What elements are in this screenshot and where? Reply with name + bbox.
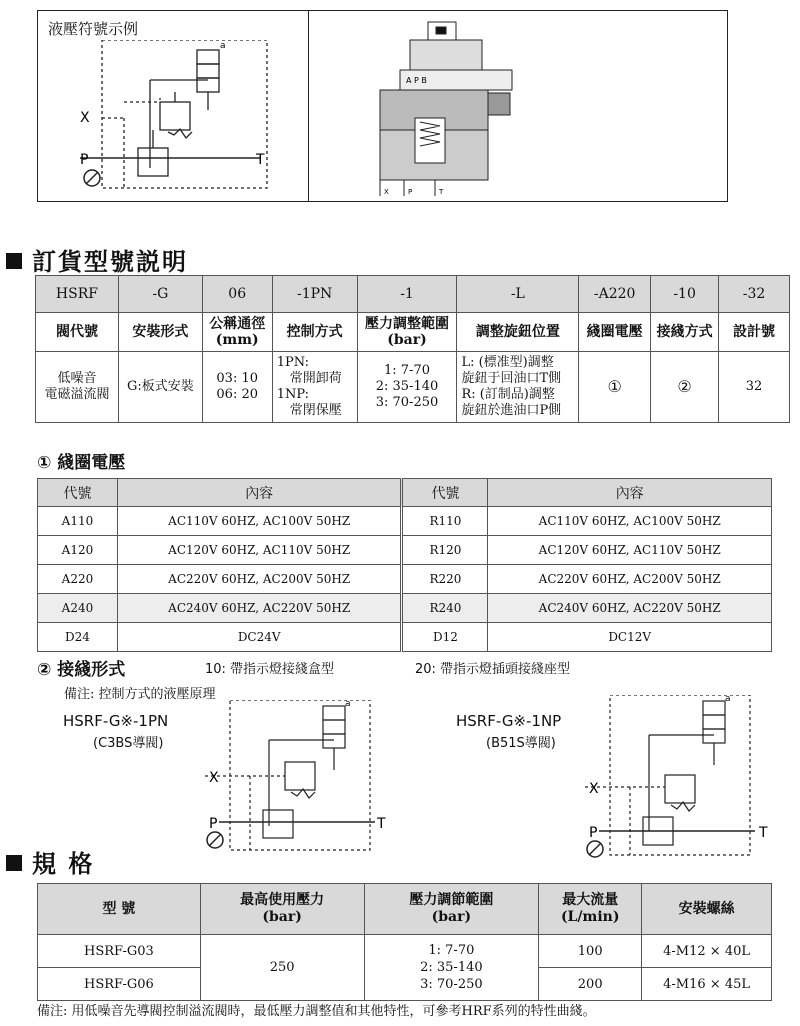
coil-cell: A220 (38, 565, 118, 594)
coil-voltage-table (37, 478, 772, 652)
spec-flow-cell: 100 (539, 935, 642, 968)
left-model-label: HSRF-G※-1PN (63, 712, 169, 730)
spec-header-cell: 壓力調節範圍 (bar) (364, 884, 539, 935)
circuit-1pn-label-t: T (377, 816, 386, 832)
order-desc-cell: L: (標准型)調整 旋鈕于回油口T側 R: (訂制品)調整 旋鈕於進油口P側 (457, 352, 579, 423)
order-field-cell: 接綫方式 (651, 313, 719, 352)
order-field-cell: 壓力調整範圍 (bar) (357, 313, 457, 352)
spec-screw-cell: 4-M12 × 40L (642, 935, 772, 968)
spec-model-cell: HSRF-G06 (38, 968, 201, 1001)
order-desc-cell: 1: 7-70 2: 35-140 3: 70-250 (357, 352, 457, 423)
coil-cell: R240 (402, 594, 488, 623)
coil-cell: AC240V 60HZ, AC220V 50HZ (488, 594, 772, 623)
footnote: 備注: 用低噪音先導閥控制溢流閥時，最低壓力調整值和其他特性，可參考HRF系列的特性曲綫。 (37, 1004, 596, 1019)
coil-cell: A110 (38, 507, 118, 536)
symbol-label-x: X (80, 110, 90, 126)
coil-row (38, 507, 772, 536)
order-field-cell: 綫圈電壓 (579, 313, 651, 352)
svg-text:A P B: A P B (406, 76, 427, 85)
spec-max-pressure: 250 (200, 935, 364, 1001)
order-field-cell: 控制方式 (272, 313, 357, 352)
order-desc-cell: G:板式安裝 (118, 352, 202, 423)
wiring-option-20: 20: 帶指示燈插頭接綫座型 (415, 662, 571, 677)
coil-cell: AC120V 60HZ, AC110V 50HZ (488, 536, 772, 565)
spec-screw-cell: 4-M16 × 45L (642, 968, 772, 1001)
symbol-label-a: a (220, 41, 226, 51)
coil-cell: AC240V 60HZ, AC220V 50HZ (117, 594, 402, 623)
order-code-cell: -L (457, 276, 579, 313)
right-model-sub: (B51S導閥) (486, 736, 556, 751)
coil-cell: AC110V 60HZ, AC100V 50HZ (488, 507, 772, 536)
spec-table (37, 883, 772, 1001)
coil-header-cell: 代號 (402, 479, 488, 507)
order-desc-cell: 03: 10 06: 20 (202, 352, 272, 423)
spec-flow-cell: 200 (539, 968, 642, 1001)
coil-cell: R110 (402, 507, 488, 536)
order-desc-cell: ① (579, 352, 651, 423)
coil-header-cell: 代號 (38, 479, 118, 507)
coil-row (38, 623, 772, 652)
spec-header-cell: 最大流量 (L/min) (539, 884, 642, 935)
coil-cell: AC120V 60HZ, AC110V 50HZ (117, 536, 402, 565)
coil-title: ① 綫圈電壓 (37, 453, 126, 473)
coil-row (38, 565, 772, 594)
order-field-cell: 設計號 (719, 313, 790, 352)
order-code-cell: -G (118, 276, 202, 313)
coil-cell: AC220V 60HZ, AC200V 50HZ (488, 565, 772, 594)
symbol-title: 液壓符號示例 (48, 20, 139, 38)
coil-header-cell: 內容 (117, 479, 402, 507)
order-code-cell: HSRF (36, 276, 119, 313)
coil-cell: A120 (38, 536, 118, 565)
coil-cell: D24 (38, 623, 118, 652)
ordering-table (35, 275, 790, 423)
coil-cell: R220 (402, 565, 488, 594)
order-code-cell: -1PN (272, 276, 357, 313)
ordering-heading (6, 242, 188, 277)
circuit-1np-label-a: a (725, 695, 731, 704)
order-field-cell: 調整旋鈕位置 (457, 313, 579, 352)
order-code-cell: -A220 (579, 276, 651, 313)
circuit-1np-label-p: P (589, 825, 598, 841)
wiring-note: 備注: 控制方式的液壓原理 (64, 687, 216, 702)
circuit-1pn-label-p: P (209, 816, 218, 832)
spec-header-cell: 最高使用壓力 (bar) (200, 884, 364, 935)
right-model-label: HSRF-G※-1NP (456, 712, 562, 730)
spec-header-cell: 型 號 (38, 884, 201, 935)
order-field-cell: 閥代號 (36, 313, 119, 352)
circuit-1np-label-x: X (589, 781, 599, 797)
order-code-cell: 06 (202, 276, 272, 313)
order-code-cell: -32 (719, 276, 790, 313)
circuit-1pn (205, 700, 395, 858)
section-port-p: P (408, 188, 413, 196)
order-desc-cell: 1PN: 常開卸荷 1NP: 常閉保壓 (272, 352, 357, 423)
order-desc-cell: 低噪音 電磁溢流閥 (36, 352, 119, 423)
coil-row (38, 536, 772, 565)
spec-header-cell: 安裝螺絲 (642, 884, 772, 935)
left-model-sub: (C3BS導閥) (93, 736, 164, 751)
coil-cell: AC110V 60HZ, AC100V 50HZ (117, 507, 402, 536)
spec-model-cell: HSRF-G03 (38, 935, 201, 968)
section-port-x: X (384, 188, 389, 196)
circuit-1pn-label-a: a (345, 700, 351, 709)
valve-section-drawing (360, 18, 520, 198)
section-port-t: T (439, 188, 444, 196)
circuit-1pn-label-x: X (209, 770, 219, 786)
coil-cell: DC12V (488, 623, 772, 652)
order-field-cell: 安裝形式 (118, 313, 202, 352)
order-code-cell: -1 (357, 276, 457, 313)
order-code-cell: -10 (651, 276, 719, 313)
circuit-1np-label-t: T (759, 825, 768, 841)
order-desc-cell: 32 (719, 352, 790, 423)
wiring-title: ② 接綫形式 (37, 660, 126, 680)
symbol-label-t: T (256, 152, 265, 168)
coil-cell: R120 (402, 536, 488, 565)
spec-title: 規 格 (32, 850, 95, 878)
coil-cell: D12 (402, 623, 488, 652)
ordering-title: 訂貨型號説明 (32, 248, 188, 276)
order-field-cell: 公稱通徑 (mm) (202, 313, 272, 352)
wiring-option-10: 10: 帶指示燈接綫盒型 (205, 662, 335, 677)
order-desc-cell: ② (651, 352, 719, 423)
hydraulic-symbol-diagram (80, 40, 280, 195)
circuit-1np (585, 695, 780, 863)
spec-heading (6, 844, 94, 879)
coil-row (38, 594, 772, 623)
coil-cell: A240 (38, 594, 118, 623)
spec-pressure-range: 1: 7-70 2: 35-140 3: 70-250 (364, 935, 539, 1001)
coil-header-cell: 內容 (488, 479, 772, 507)
symbol-label-p: P (80, 152, 89, 168)
coil-cell: AC220V 60HZ, AC200V 50HZ (117, 565, 402, 594)
coil-cell: DC24V (117, 623, 402, 652)
